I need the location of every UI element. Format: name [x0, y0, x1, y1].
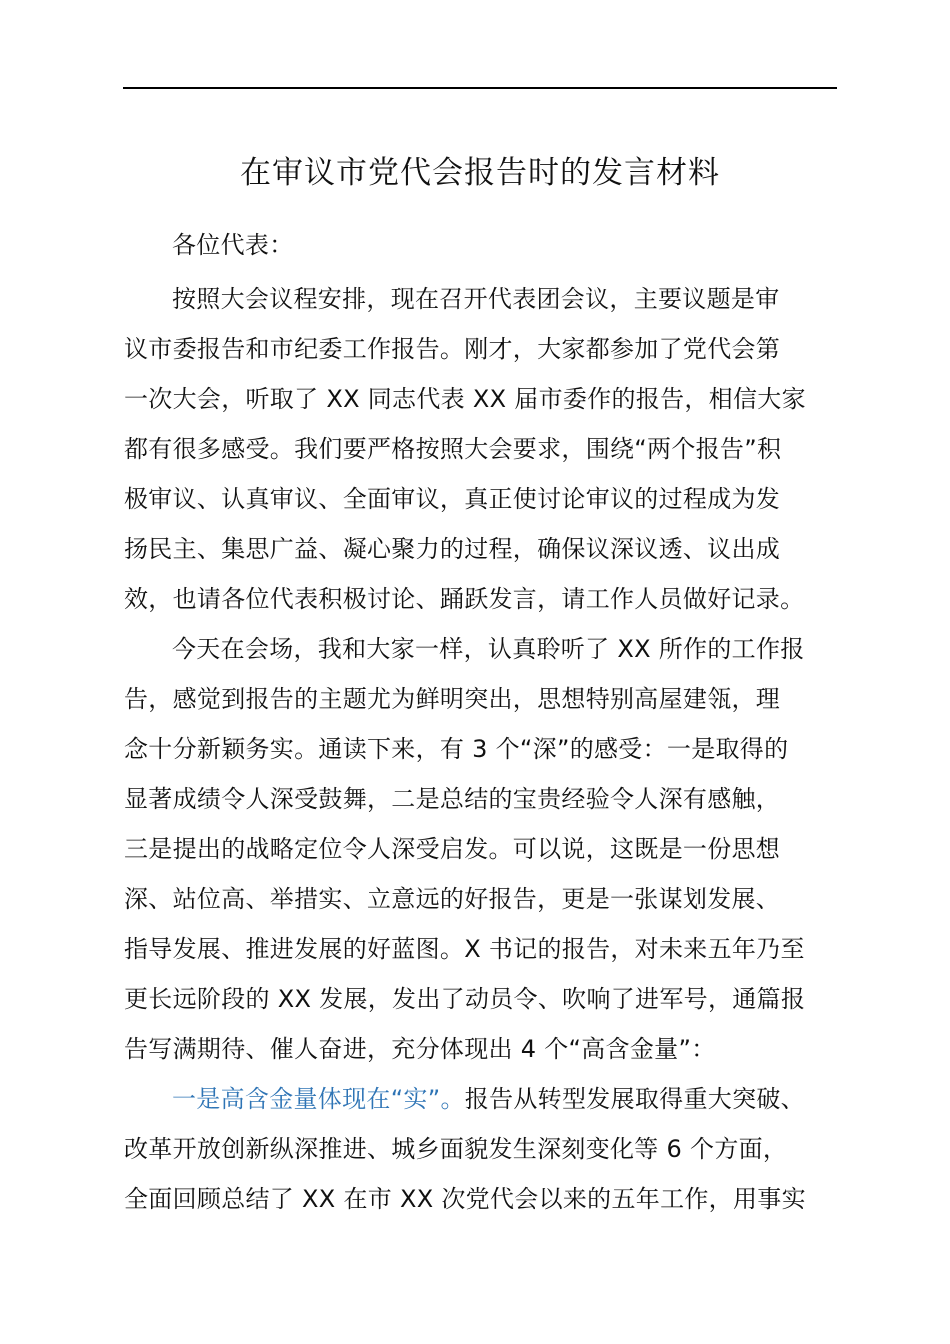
paragraph-2-line: 显著成绩令人深受鼓舞，二是总结的宝贵经验令人深有感触， [124, 785, 781, 813]
paragraph-3-text: 报告从转型发展取得重大突破、 [464, 1085, 805, 1113]
salutation: 各位代表： [172, 231, 294, 259]
paragraph-2-line: 三是提出的战略定位令人深受启发。可以说，这既是一份思想 [124, 835, 781, 863]
section-heading: 一是高含金量体现在“实”。 [172, 1085, 465, 1113]
paragraph-1-line: 议市委报告和市纪委工作报告。刚才，大家都参加了党代会第 [124, 335, 781, 363]
paragraph-2-line: 指导发展、推进发展的好蓝图。X 书记的报告，对未来五年乃至 [124, 935, 805, 963]
paragraph-2-line: 念十分新颖务实。通读下来，有 3 个“深”的感受：一是取得的 [124, 735, 789, 763]
paragraph-2-line: 告写满期待、催人奋进，充分体现出 4 个“高含金量”： [124, 1035, 716, 1063]
paragraph-1-line: 效，也请各位代表积极讨论、踊跃发言，请工作人员做好记录。 [124, 585, 805, 613]
paragraph-2-line: 更长远阶段的 XX 发展，发出了动员令、吹响了进军号，通篇报 [124, 985, 806, 1013]
paragraph-2-line: 今天在会场，我和大家一样，认真聆听了 XX 所作的工作报 [172, 635, 805, 663]
paragraph-3-line: 全面回顾总结了 XX 在市 XX 次党代会以来的五年工作，用事实 [124, 1185, 806, 1213]
paragraph-3-line: 改革开放创新纵深推进、城乡面貌发生深刻变化等 6 个方面， [124, 1135, 788, 1163]
paragraph-3-first-line [172, 1082, 805, 1116]
paragraph-1-line: 扬民主、集思广益、凝心聚力的过程，确保议深议透、议出成 [124, 535, 781, 563]
paragraph-1-line: 极审议、认真审议、全面审议，真正使讨论审议的过程成为发 [124, 485, 781, 513]
header-rule [123, 87, 837, 89]
paragraph-1-line: 一次大会，听取了 XX 同志代表 XX 届市委作的报告，相信大家 [124, 385, 806, 413]
document-title: 在审议市党代会报告时的发言材料 [240, 155, 720, 191]
paragraph-1-line: 按照大会议程安排，现在召开代表团会议，主要议题是审 [172, 285, 780, 313]
paragraph-2-line: 告，感觉到报告的主题尤为鲜明突出，思想特别高屋建瓴，理 [124, 685, 781, 713]
paragraph-1-line: 都有很多感受。我们要严格按照大会要求，围绕“两个报告”积 [124, 435, 782, 463]
paragraph-2-line: 深、站位高、举措实、立意远的好报告，更是一张谋划发展、 [124, 885, 781, 913]
